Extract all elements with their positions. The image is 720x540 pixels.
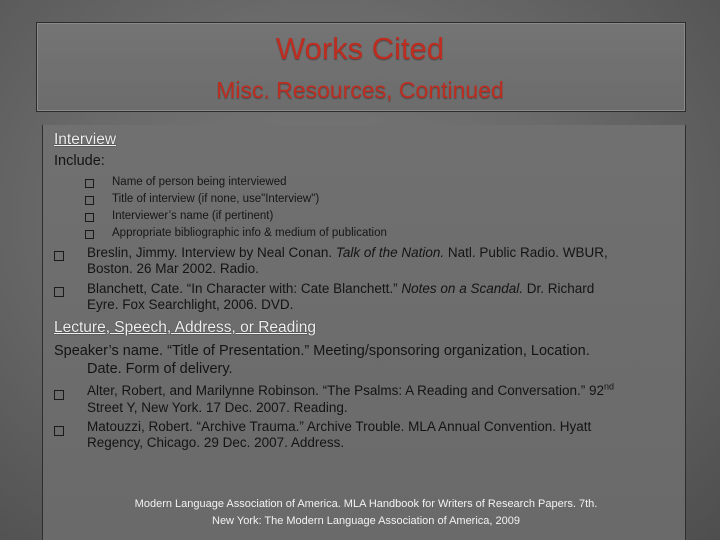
include-label: Include: [54,153,105,169]
include-item: Title of interview (if none, use"Interview") [112,193,320,205]
citation-example [87,281,594,297]
bullet-icon [85,213,94,222]
citation-text: Boston. 26 Mar 2002. Radio. [87,261,259,276]
citation-text: Natl. Public Radio. WBUR, [444,245,608,260]
citation-text: Breslin, Jimmy. Interview by Neal Conan. [87,245,336,260]
citation-example [87,383,614,399]
citation-superscript: nd [604,381,615,392]
lecture-format: Date. Form of delivery. [87,361,233,377]
citation-text: Dr. Richard [523,281,595,296]
citation-italic: Notes on a Scandal. [401,281,523,296]
footer-line: Modern Language Association of America. MLA Handbook for Writers of Research Papers. 7th. [134,498,598,510]
lecture-format: Speaker’s name. “Title of Presentation.” Meeting/sponsoring organization, Location. [54,343,590,359]
bullet-icon [85,196,94,205]
slide-subtitle: Misc. Resources, Continued [216,77,504,103]
citation-text: Street Y, New York. 17 Dec. 2007. Reading. [87,400,348,415]
lecture-heading: Lecture, Speech, Address, or Reading [54,319,316,336]
citation-text: Blanchett, Cate. “In Character with: Cate Blanchett.” [87,281,402,296]
citation-example [87,245,608,261]
slide-title: Works Cited [275,31,445,66]
footer-citation [56,496,676,530]
citation-italic: Talk of the Nation. [335,245,445,260]
interview-heading: Interview [54,131,117,148]
bullet-icon [85,230,94,239]
bullet-icon [54,426,64,436]
include-item: Appropriate bibliographic info & medium of publication [112,227,387,239]
citation-text: Regency, Chicago. 29 Dec. 2007. Address. [87,435,345,450]
include-item: Interviewer’s name (if pertinent) [112,210,274,222]
citation-text: Alter, Robert, and Marilynne Robinson. “The Psalms: A Reading and Conversation.” 92 [87,383,605,398]
citation-text: Matouzzi, Robert. “Archive Trauma.” Archive Trouble. MLA Annual Convention. Hyatt [87,419,592,434]
citation-text: Eyre. Fox Searchlight, 2006. DVD. [87,297,294,312]
bullet-icon [54,251,64,261]
include-item: Name of person being interviewed [112,176,287,188]
bullet-icon [85,179,94,188]
footer-line: New York: The Modern Language Association of America, 2009 [212,515,520,527]
bullet-icon [54,287,64,297]
bullet-icon [54,390,64,400]
